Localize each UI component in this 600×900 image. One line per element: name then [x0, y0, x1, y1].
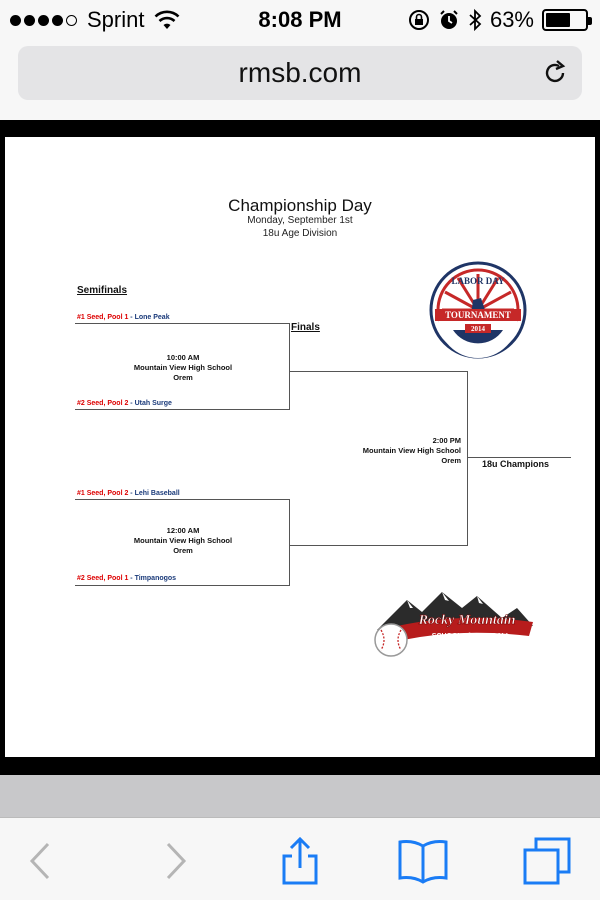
event-date: Monday, September 1st	[247, 215, 353, 226]
forward-icon[interactable]	[150, 836, 200, 886]
game2-bottom-team	[77, 575, 176, 582]
browser-toolbar	[0, 817, 600, 900]
back-icon[interactable]	[16, 836, 66, 886]
alarm-icon	[438, 9, 460, 31]
seed-label: #2 Seed, Pool 1	[77, 575, 129, 582]
game-time: 2:00 PM	[432, 436, 461, 445]
logo-banner-text: TOURNAMENT	[445, 310, 511, 320]
game-city: Orem	[173, 546, 193, 555]
labor-day-tournament-logo	[423, 260, 533, 360]
url-text[interactable]: rmsb.com	[238, 57, 362, 88]
game-time: 12:00 AM	[166, 526, 200, 535]
team-name: - Utah Surge	[128, 400, 172, 407]
game1-bottom-team	[77, 400, 172, 407]
seed-label: #1 Seed, Pool 2	[77, 490, 129, 497]
web-content[interactable]	[0, 120, 600, 775]
status-bar	[0, 0, 600, 40]
bookmarks-icon[interactable]	[398, 836, 448, 886]
rotation-lock-icon	[408, 9, 430, 31]
reload-icon[interactable]	[540, 58, 570, 88]
battery-tip	[588, 17, 592, 25]
bracket-line	[289, 499, 290, 586]
game1-top-team	[77, 314, 170, 321]
bracket-line	[75, 409, 290, 410]
game1-info	[105, 353, 261, 383]
page-bottom-strip	[0, 775, 600, 817]
page-title: Championship Day	[228, 196, 372, 215]
team-name: - Lone Peak	[128, 314, 170, 321]
bracket-line	[289, 371, 468, 372]
game-venue: Mountain View High School	[133, 536, 233, 545]
team-name: - Lehi Baseball	[128, 490, 180, 497]
bracket-line	[75, 499, 290, 500]
game2-top-team	[77, 490, 180, 497]
semifinals-label: Semifinals	[77, 285, 128, 296]
finals-label: Finals	[291, 322, 320, 333]
bracket-line	[289, 545, 468, 546]
seed-label: #2 Seed, Pool 2	[77, 400, 129, 407]
final-info	[335, 436, 461, 466]
logo-year: 2014	[471, 325, 485, 333]
bracket-line	[75, 585, 290, 586]
game2-info	[105, 526, 261, 556]
logo-script-text: Rocky Mountain	[418, 613, 516, 628]
clock: 8:08 PM	[258, 7, 342, 32]
bracket-line	[467, 371, 468, 546]
address-bar[interactable]	[18, 46, 582, 100]
bracket-document	[5, 137, 595, 757]
browser-top-chrome	[0, 0, 600, 120]
game-venue: Mountain View High School	[133, 363, 233, 372]
battery-icon	[542, 9, 588, 31]
team-name: - Timpanogos	[128, 575, 177, 582]
champion-label: 18u Champions	[482, 459, 550, 469]
game-city: Orem	[173, 373, 193, 382]
rocky-mountain-school-logo	[367, 586, 537, 658]
bracket-line	[467, 457, 571, 458]
age-division: 18u Age Division	[262, 228, 338, 239]
game-venue: Mountain View High School	[362, 446, 461, 455]
bluetooth-icon	[468, 8, 482, 32]
battery-percent: 63%	[489, 7, 534, 32]
logo-top-text: LABOR DAY	[451, 276, 505, 286]
status-right	[408, 7, 588, 33]
bracket-line	[75, 323, 290, 324]
logo-school-text: SCHOOL of BASEBALL	[431, 633, 511, 640]
game-city: Orem	[441, 456, 461, 465]
seed-label: #1 Seed, Pool 1	[77, 314, 129, 321]
tabs-icon[interactable]	[522, 836, 572, 886]
carrier-name: Sprint	[87, 7, 145, 32]
game-time: 10:00 AM	[166, 353, 200, 362]
battery-fill	[546, 13, 570, 27]
bracket-line	[289, 323, 290, 410]
share-icon[interactable]	[275, 836, 325, 886]
